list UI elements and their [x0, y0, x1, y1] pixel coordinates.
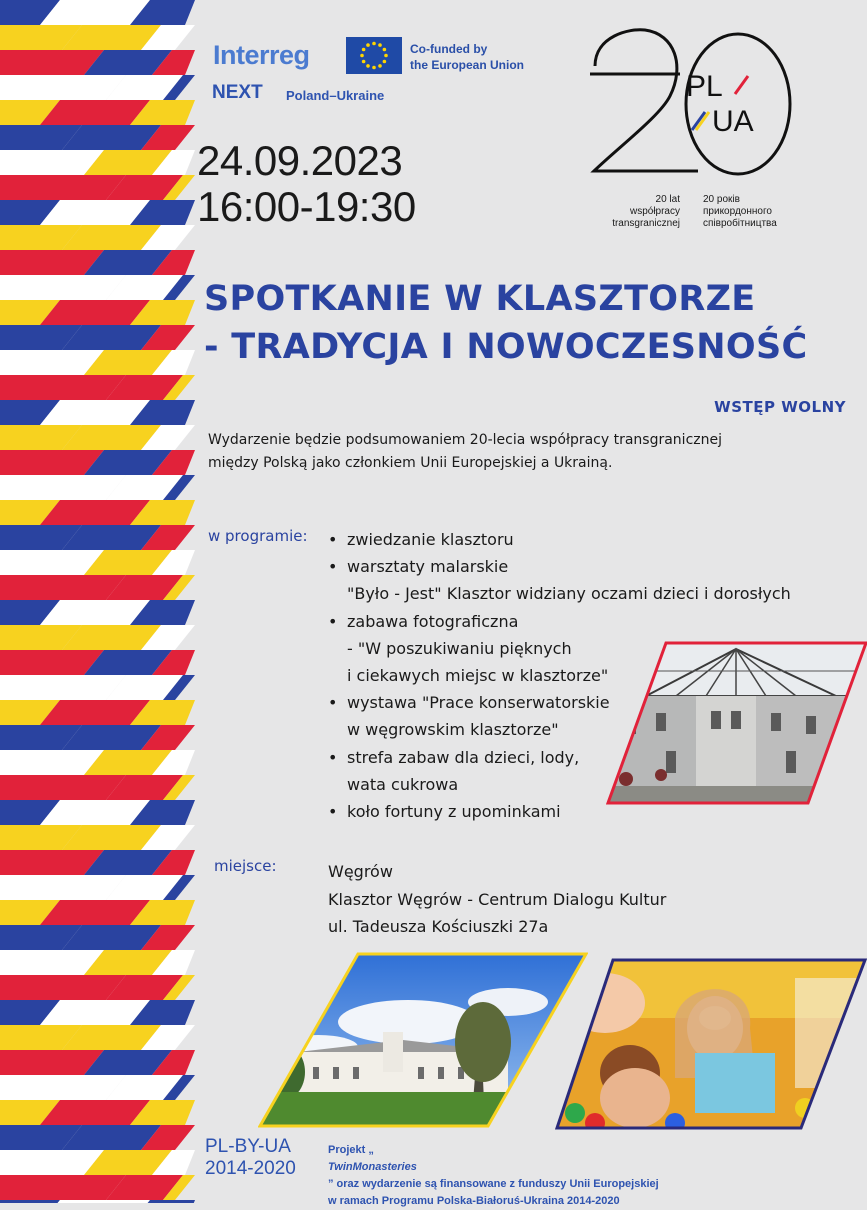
logo-pl-text: PL — [686, 70, 723, 103]
pattern-stripe — [0, 575, 126, 600]
program-item-line: warsztaty malarskie — [347, 557, 509, 577]
caption-pl-2: współpracy — [629, 206, 680, 217]
eu-star-icon — [362, 48, 366, 52]
caption-ua-2: прикордонного — [703, 206, 772, 217]
program-item — [328, 526, 828, 553]
pattern-stripe — [0, 475, 126, 500]
eu-star-icon — [383, 48, 387, 52]
eu-star-icon — [360, 54, 364, 58]
pattern-stripe — [0, 1175, 126, 1200]
pl-by-ua-logo — [205, 1136, 296, 1180]
monastery-courtyard-photo — [606, 641, 867, 805]
pl-by-ua-years: 2014-2020 — [205, 1158, 296, 1179]
eu-star-icon — [384, 54, 388, 58]
pattern-stripe — [0, 1075, 126, 1100]
bullet-icon: • — [328, 693, 338, 713]
bullet-icon: • — [328, 557, 338, 577]
monastery-exterior-photo — [258, 952, 588, 1128]
pattern-stripe — [0, 175, 126, 200]
eu-star-icon — [362, 60, 366, 64]
funding-note — [328, 1142, 858, 1210]
event-datetime — [197, 138, 416, 230]
bullet-icon: • — [328, 802, 338, 822]
intro-line-2: między Polską jako członkiem Unii Europejskiej a Ukrainą. — [208, 455, 613, 471]
program-item-line: strefa zabaw dla dzieci, lody, — [347, 747, 580, 767]
next-subtitle: Poland–Ukraine — [286, 88, 385, 103]
program-item-line: koło fortuny z upominkami — [347, 802, 561, 822]
logo-ua-text: UA — [712, 105, 754, 138]
program-item-line: wata cukrowa — [347, 774, 459, 794]
eu-star-icon — [366, 64, 370, 68]
pattern-stripe — [0, 975, 126, 1000]
eu-star-icon — [378, 64, 382, 68]
eu-flag-icon — [346, 37, 402, 74]
project-name: TwinMonasteries — [328, 1161, 417, 1173]
funding-line-1 — [328, 1142, 858, 1193]
next-logo: NEXT — [212, 82, 263, 103]
pattern-stripe — [0, 375, 126, 400]
pl-by-ua-name: PL-BY-UA — [205, 1136, 291, 1157]
logo-caption-ua — [703, 194, 777, 230]
caption-ua-1: 20 років — [703, 194, 740, 205]
eu-line-2: the European Union — [410, 58, 524, 72]
program-item-line: "Było - Jest" Klasztor widziany oczami dzieci i dorosłych — [347, 584, 791, 604]
title-line-2: - TRADYCJA I NOWOCZESNOŚĆ — [204, 327, 808, 367]
eu-star-icon — [372, 66, 376, 70]
program-item-line: i ciekawych miejsc w klasztorze" — [347, 666, 609, 686]
bullet-icon: • — [328, 530, 338, 549]
pattern-stripe — [0, 775, 126, 800]
program-item-line: zwiedzanie klasztoru — [347, 530, 514, 549]
eu-cofunded-label — [410, 41, 524, 73]
pattern-stripe — [0, 875, 126, 900]
place-city: Węgrów — [328, 862, 393, 881]
place-venue: Klasztor Węgrów - Centrum Dialogu Kultur — [328, 889, 667, 909]
children-face-painting-photo — [555, 958, 867, 1130]
eu-line-1: Co-funded by — [410, 42, 488, 56]
place-label: miejsce: — [214, 857, 277, 875]
eu-star-icon — [378, 43, 382, 47]
funding-suffix: ” oraz wydarzenie są finansowane z funduszy Unii Europejskiej — [328, 1178, 659, 1190]
program-label: w programie: — [208, 527, 308, 545]
logo-caption-pl — [590, 194, 680, 230]
event-time: 16:00-19:30 — [197, 183, 416, 230]
caption-ua-3: співробітництва — [703, 218, 777, 229]
caption-pl-1: 20 lat — [655, 194, 680, 205]
place-address — [328, 858, 666, 941]
caption-pl-3: transgranicznej — [612, 218, 680, 229]
bullet-icon: • — [328, 611, 338, 631]
funding-prefix: Projekt „ — [328, 1144, 374, 1156]
twenty-years-logo — [590, 26, 820, 198]
program-item-line: w węgrowskim klasztorze" — [347, 720, 559, 740]
eu-star-icon — [383, 60, 387, 64]
free-admission-label: WSTĘP WOLNY — [714, 398, 846, 416]
interreg-logo: Interreg — [213, 40, 310, 70]
eu-star-icon — [372, 42, 376, 46]
pattern-stripe — [0, 675, 126, 700]
decorative-pattern — [0, 0, 205, 1203]
intro-paragraph — [208, 429, 808, 475]
program-item-line: zabawa fotograficzna — [347, 611, 519, 631]
funding-line-2: w ramach Programu Polska-Białoruś-Ukraina 2014-2020 — [328, 1195, 620, 1207]
title-line-1: SPOTKANIE W KLASZTORZE — [204, 279, 756, 319]
program-item-line: wystawa "Prace konserwatorskie — [347, 693, 610, 713]
eu-star-icon — [366, 43, 370, 47]
bullet-icon: • — [328, 747, 338, 767]
intro-line-1: Wydarzenie będzie podsumowaniem 20-lecia współpracy transgranicznej — [208, 432, 722, 448]
program-item — [328, 553, 828, 607]
event-title — [204, 275, 807, 371]
event-date: 24.09.2023 — [197, 137, 403, 184]
pattern-stripe — [0, 75, 126, 100]
program-item-line: - "W poszukiwaniu pięknych — [347, 638, 572, 658]
place-street: ul. Tadeusza Kościuszki 27a — [328, 917, 549, 936]
pattern-stripe — [0, 275, 126, 300]
